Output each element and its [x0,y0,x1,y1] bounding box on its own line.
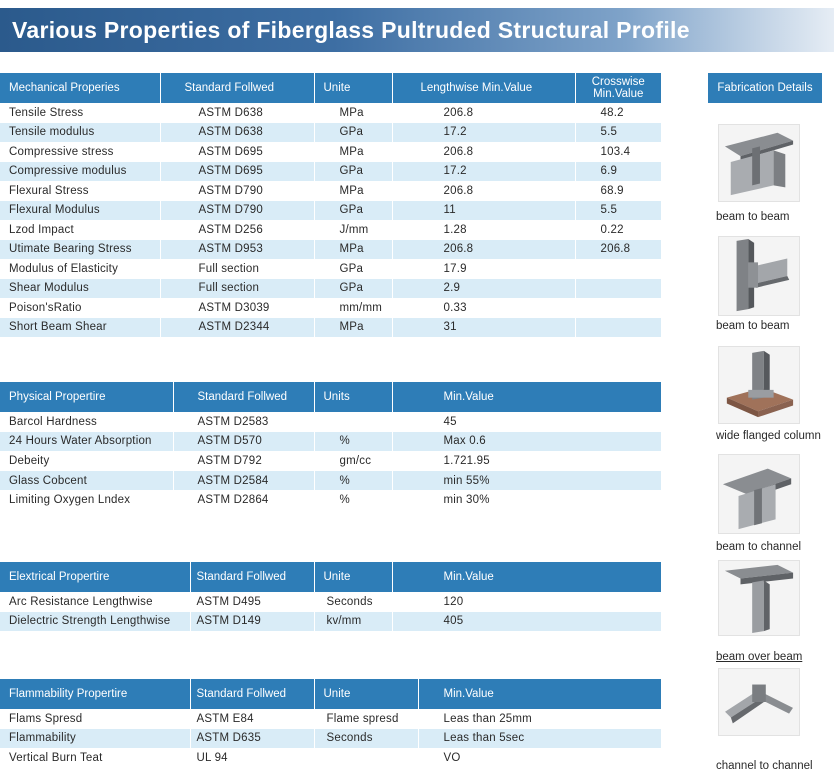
table-cell: Compressive stress [0,142,160,162]
table-row [0,490,661,510]
physical-header-standard: Standard Follwed [173,382,314,412]
table-cell: VO [418,748,661,768]
table-cell: ASTM D953 [160,240,314,260]
table-cell: ASTM D2584 [173,471,314,491]
table-cell: gm/cc [314,451,392,471]
table-cell: MPa [314,181,392,201]
table-cell: 68.9 [575,181,661,201]
flammability-header-property: Flammability Propertire [0,679,190,709]
table-cell: Utimate Bearing Stress [0,240,160,260]
fabrication-caption: beam to beam [716,320,790,332]
table-cell: 0.33 [392,298,575,318]
table-cell: Flams Spresd [0,709,190,729]
mechanical-header-standard: Standard Follwed [160,73,314,103]
table-cell: MPa [314,318,392,338]
table-cell: Flexural Modulus [0,201,160,221]
table-cell: % [314,471,392,491]
table-row [0,142,661,162]
title-banner [0,8,834,52]
crosswise-label: Crosswise [591,76,645,88]
table-row [0,451,661,471]
table-cell: kv/mm [314,612,392,632]
table-cell: ASTM D790 [160,181,314,201]
table-cell: Max 0.6 [392,432,661,452]
table-cell: mm/mm [314,298,392,318]
table-cell: Limiting Oxygen Lndex [0,490,173,510]
table-cell: 2.9 [392,279,575,299]
table-cell: ASTM D256 [160,220,314,240]
table-row [0,279,661,299]
table-row [0,709,661,729]
beam-to-beam-vertical-icon [718,236,800,316]
table-cell: % [314,490,392,510]
mechanical-properties-table [0,73,661,337]
table-row [0,181,661,201]
table-cell: Shear Modulus [0,279,160,299]
table-row [0,412,661,432]
electrical-header-min-value: Min.Value [392,562,661,592]
table-cell [575,298,661,318]
table-cell: 31 [392,318,575,338]
flammability-properties-table [0,679,661,768]
table-cell: Full section [160,279,314,299]
table-cell: ASTM D790 [160,201,314,221]
table-cell: Flammability [0,729,190,749]
table-cell: 24 Hours Water Absorption [0,432,173,452]
table-cell: Arc Resistance Lengthwise [0,592,190,612]
beam-to-channel-icon [718,454,800,534]
physical-header-property: Physical Propertire [0,382,173,412]
table-cell: ASTM D695 [160,162,314,182]
mechanical-header-unit: Unite [314,73,392,103]
table-cell: Tensile Stress [0,103,160,123]
table-row [0,298,661,318]
table-row [0,103,661,123]
table-cell: Flexural Stress [0,181,160,201]
table-cell: ASTM D638 [160,103,314,123]
table-cell [575,318,661,338]
flammability-header-standard: Standard Follwed [190,679,314,709]
table-cell: 206.8 [392,240,575,260]
table-row [0,432,661,452]
table-row [0,592,661,612]
fabrication-caption: wide flanged column [716,430,821,442]
table-cell: ASTM D2344 [160,318,314,338]
table-cell: Seconds [314,592,392,612]
table-cell [314,412,392,432]
flammability-header-unit: Unite [314,679,418,709]
electrical-properties-table [0,562,661,631]
table-row [0,729,661,749]
table-cell: 206.8 [392,142,575,162]
electrical-header-property: Elextrical Propertire [0,562,190,592]
table-row [0,240,661,260]
table-row [0,220,661,240]
table-cell: 1.28 [392,220,575,240]
table-cell: Poison'sRatio [0,298,160,318]
table-cell: MPa [314,103,392,123]
table-cell: 0.22 [575,220,661,240]
page-title: Various Properties of Fiberglass Pultruded Structural Profile [12,17,690,43]
table-cell: 11 [392,201,575,221]
table-cell: Seconds [314,729,418,749]
table-cell [575,259,661,279]
table-cell [314,748,418,768]
table-cell: ASTM D2864 [173,490,314,510]
table-cell: % [314,432,392,452]
table-cell: Leas than 25mm [418,709,661,729]
table-row [0,123,661,143]
table-cell: 48.2 [575,103,661,123]
table-cell: ASTM D2583 [173,412,314,432]
table-cell: MPa [314,240,392,260]
channel-to-channel-icon [718,668,800,736]
table-cell: 120 [392,592,661,612]
physical-properties-table [0,382,661,510]
table-cell: Vertical Burn Teat [0,748,190,768]
table-cell: 405 [392,612,661,632]
table-cell: 17.2 [392,123,575,143]
table-cell: 206.8 [575,240,661,260]
table-cell: 206.8 [392,103,575,123]
electrical-header-standard: Standard Follwed [190,562,314,592]
table-cell: J/mm [314,220,392,240]
table-cell: Debeity [0,451,173,471]
table-cell: Full section [160,259,314,279]
table-cell: Glass Cobcent [0,471,173,491]
mechanical-header-property: Mechanical Properies [0,73,160,103]
table-cell: 6.9 [575,162,661,182]
table-cell: 17.2 [392,162,575,182]
table-row [0,471,661,491]
table-cell: ASTM D638 [160,123,314,143]
physical-header-min-value: Min.Value [392,382,661,412]
fabrication-details-header: Fabrication Details [708,73,822,103]
table-cell: Leas than 5sec [418,729,661,749]
table-cell: 5.5 [575,201,661,221]
electrical-header-unit: Unite [314,562,392,592]
table-cell: 45 [392,412,661,432]
table-cell: Modulus of Elasticity [0,259,160,279]
table-cell: UL 94 [190,748,314,768]
table-cell: GPa [314,201,392,221]
table-cell: 206.8 [392,181,575,201]
table-cell: 103.4 [575,142,661,162]
table-cell: Dielectric Strength Lengthwise [0,612,190,632]
table-cell: Compressive modulus [0,162,160,182]
table-cell: ASTM D149 [190,612,314,632]
flammability-header-min-value: Min.Value [418,679,661,709]
table-cell: ASTM D792 [173,451,314,471]
table-row [0,201,661,221]
table-cell: ASTM D3039 [160,298,314,318]
fabrication-caption: beam to channel [716,541,802,553]
table-cell: Lzod Impact [0,220,160,240]
table-row [0,612,661,632]
table-cell: GPa [314,279,392,299]
fabrication-caption: beam to beam [716,211,790,223]
beam-to-beam-icon [718,124,800,202]
table-cell: ASTM E84 [190,709,314,729]
table-cell: 17.9 [392,259,575,279]
table-cell: MPa [314,142,392,162]
physical-header-unit: Units [314,382,392,412]
table-cell: GPa [314,123,392,143]
table-cell: ASTM D635 [190,729,314,749]
table-cell: min 30% [392,490,661,510]
table-cell: ASTM D495 [190,592,314,612]
mechanical-header-crosswise [575,73,661,103]
table-cell: GPa [314,259,392,279]
table-cell: ASTM D695 [160,142,314,162]
table-cell: GPa [314,162,392,182]
table-cell: Flame spresd [314,709,418,729]
fabrication-caption: channel to channel [716,760,813,772]
table-cell [575,279,661,299]
mechanical-header-lengthwise: Lengthwise Min.Value [392,73,575,103]
table-cell: min 55% [392,471,661,491]
table-cell: ASTM D570 [173,432,314,452]
table-row [0,162,661,182]
fabrication-caption: beam over beam [716,651,803,663]
table-row [0,748,661,768]
crosswise-min-label: Min.Value [593,88,644,100]
table-row [0,259,661,279]
beam-over-beam-icon [718,560,800,636]
table-cell: 1.721.95 [392,451,661,471]
table-cell: Short Beam Shear [0,318,160,338]
table-cell: Barcol Hardness [0,412,173,432]
wide-flanged-column-icon [718,346,800,424]
table-row [0,318,661,338]
table-cell: 5.5 [575,123,661,143]
table-cell: Tensile modulus [0,123,160,143]
